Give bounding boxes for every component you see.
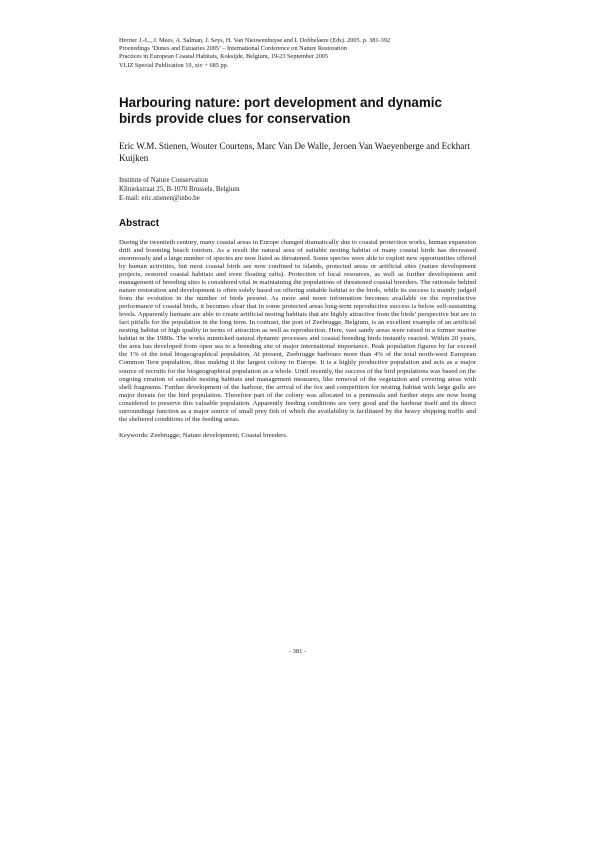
citation-line: VLIZ Special Publication 19, xiv + 685 pp.	[119, 61, 229, 69]
citation-line: Practices in European Coastal Habitats, Koksijde, Belgium, 19-23 September 2005	[119, 53, 329, 61]
contact-email: E-mail: eric.stienen@inbo.be	[119, 194, 200, 202]
abstract-heading: Abstract	[119, 217, 160, 229]
abstract-body: During the twentieth century, many coastal areas in Europe changed dramatically due to coastal protection works, human expansion drift and booming beach tourism. As a result the natural area of suitable nesting habitat of many coastal birds has decreased enormously and a large number of species are now listed as threatened. Some species were able to exploit new opportunities offered by human activities, but most coastal birds are now confined to islands, protected areas or artificial sites (nature development projects, restored coastal habitats and even floating rafts). Protection of local resources, as well as further development and management of breeding sites is considered vital in maintaining the populations of threatened coastal breeders. The rationale behind nature restoration and development is often solely based on offering suitable habitat to the birds, while its success is mainly judged from the evolution in the number of birds present. As more and more information becomes available on the reproductive performance of coastal birds, it becomes clear that in some protected areas long-term reproductive success is below self-sustaining levels. Apparently humans are able to create artificial nesting habitats that are highly attractive from the birds’ perspective but are in fact pitfalls for the population in the long term. In contrast, the port of Zeebrugge, Belgium, is an excellent example of an artificial nesting habitat of high quality in terms of attraction as well as reproduction. Here, vast sandy areas were raised in a former marine habitat in the 1980s. The works mimicked natural dynamic processes and coastal breeding birds instantly reacted. Within 20 years, the area has developed from open sea to a breeding site of major international importance. Peak population figures by far exceed the 1% of the total biogeographical population. At present, Zeebrugge harbours more than 4% of the total north-west European Common Tern population, thus making it the largest colony in Europe. It is a highly productive population and acts as a major source of recruits for the biogeographical population as a whole. Until recently, the success of the bird populations was based on the ongoing creation of suitable nesting habitats and management measures, like removal of the vegetation and covering areas with shell fragments. Further development of the harbour, the arrival of the fox and competition for nesting habitat with large gulls are major threats for the bird population. Therefore part of the colony was allocated to a peninsula and further steps are now being considered to preserve this valuable population. Apparently feeding conditions are very good and the harbour itself and its direct surroundings function as a major source of small prey fish of which the availability is facilitated by the heavy shipping traffic and the sheltered conditions of the feeding areas.	[119, 238, 476, 423]
page-number: - 381 -	[288, 648, 307, 655]
article-title: Harbouring nature: port development and dynamic birds provide clues for conservation	[119, 94, 442, 127]
author-list: Eric W.M. Stienen, Wouter Courtens, Marc Van De Walle, Jeroen Van Waeyenberge and Eckhart Kuijken	[119, 141, 470, 163]
article-content	[119, 37, 476, 440]
keywords-line: Keywords: Zeebrugge; Nature development; Coastal breeders.	[119, 431, 288, 439]
institute-name: Institute of Nature Conservation	[119, 177, 208, 185]
institute-address: Kliniekstraat 25, B-1070 Brussels, Belgium	[119, 185, 240, 193]
affiliation-block	[119, 177, 476, 204]
citation-block	[119, 37, 476, 70]
citation-line: Herrier J.-L., J. Mees, A. Salman, J. Seys, H. Van Nieuwenhuyse and I. Dobbelaere (Eds). 2005. p. 381-392	[119, 37, 391, 44]
citation-line: Proceedings ‘Dunes and Estuaries 2005’ – International Conference on Nature Restoration	[119, 45, 347, 53]
